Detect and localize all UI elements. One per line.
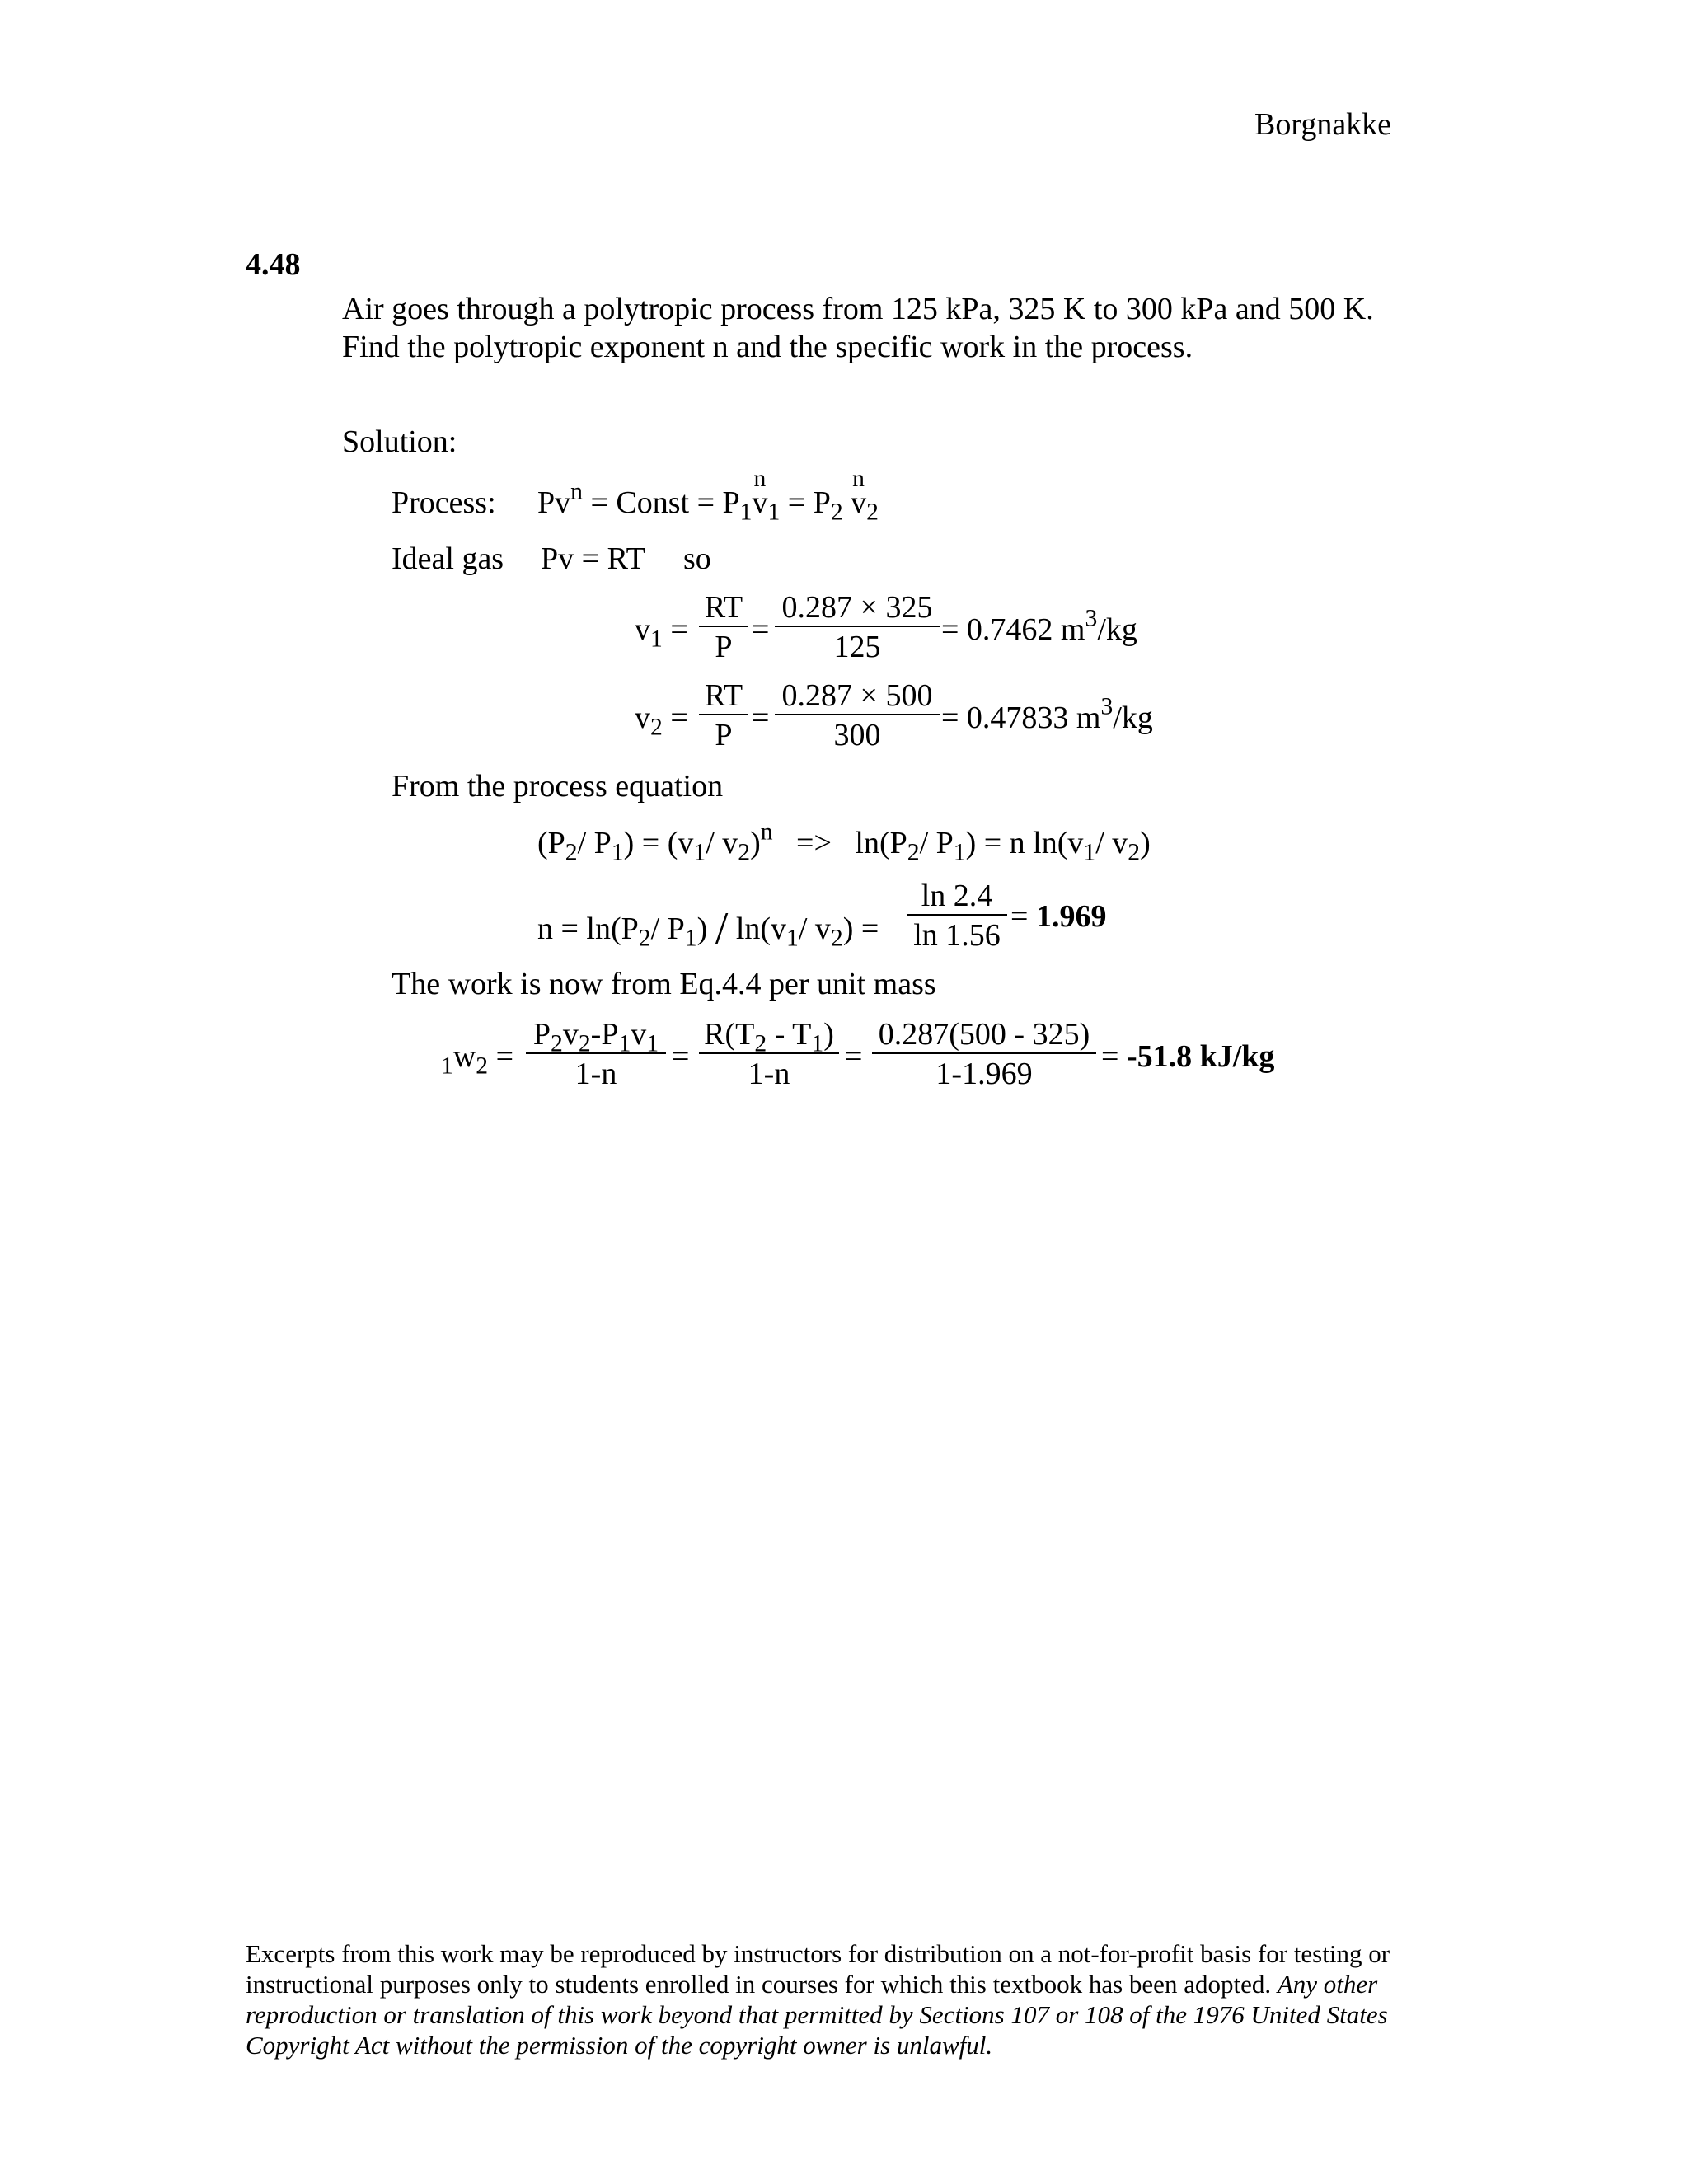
ratio-equation: ($P_2/$ $P_1) = (v_1/$ $v_2)^n => \ln(P_2/$ $P_1) = n$ $\ln(v_1/$ $v_2$) — [537, 818, 1151, 866]
n-numerator: ln 2.4 — [921, 879, 993, 913]
work-numerator: 0.287(500 - 325) — [878, 1017, 1090, 1052]
work-fraction-1: $P_2v_2-P_1v_1$ 1-n — [526, 1019, 666, 1090]
work-result: = -51.8 kJ/kg — [1101, 1039, 1275, 1074]
work-denominator: 1-1.969 — [935, 1057, 1033, 1091]
n-result: = 1.969 — [1010, 899, 1107, 934]
n-denominator: ln 1.56 — [913, 918, 1001, 953]
work-fraction-2: $R(T_2 - T_1)$ 1-n — [699, 1019, 839, 1090]
ideal-gas-label: Ideal gas — [392, 541, 504, 576]
problem-statement-line2: Find the polytropic exponent n and the specific work in the process. — [342, 330, 1193, 364]
process-label: Process: — [392, 485, 496, 520]
v1-lhs: $v_1$ = — [635, 612, 688, 653]
work-result-value: -51.8 kJ/kg — [1126, 1039, 1275, 1074]
n-equation-lhs: $n = \ln(P_2/$ $P_1) / \ln(v_1/$ $v_2$) = — [537, 903, 879, 954]
v1-numerator: 0.287 × 325 — [781, 590, 933, 625]
footer-normal-text: Excerpts from this work may be reproduced by instructors for distribution on a not-for-profit basis for testing or instructional purposes only to students enrolled in courses for which this textbook has been adopted. — [246, 1939, 1390, 1999]
work-intro-text: The work is now from Eq.4.4 per unit mass — [392, 967, 936, 1001]
n-fraction — [907, 880, 1007, 951]
v1-denominator: 125 — [833, 630, 881, 664]
header-author: Borgnakke — [1254, 107, 1392, 142]
v2-fraction-rt-p: RT P — [699, 680, 748, 751]
v1-equals: = — [752, 612, 770, 647]
v1-fraction-rt-p: RT P — [699, 592, 748, 663]
work-equals-1: = — [672, 1039, 690, 1074]
problem-number: 4.48 — [246, 247, 301, 282]
v1-fraction-values — [775, 592, 940, 663]
from-process-text: From the process equation — [392, 769, 724, 804]
v2-numerator: 0.287 × 500 — [781, 678, 933, 713]
v1-result: = 0.7462 $m^3/kg$ — [941, 605, 1137, 647]
v1-result-unit: /kg — [1097, 612, 1137, 647]
so-word: so — [683, 541, 711, 576]
work-fraction-3 — [872, 1019, 1096, 1090]
footer-italic-text: Any other reproduction or translation of this work beyond that permitted by Sections 107 or 108 of the 1976 United States Copyright Act without the permission of the copyright owner is unlawful. — [246, 1970, 1388, 2060]
work-lhs: $_1w_2$ = — [441, 1039, 514, 1080]
ideal-gas-equation: Pv = RT — [541, 541, 645, 576]
process-equation: $Pv^n$ = Const = $P_1v$ n $_1 = P_2$ v n $_2$ — [537, 466, 879, 526]
v2-result-value: = 0.47833 m — [941, 701, 1101, 735]
work-equals-2: = — [845, 1039, 863, 1074]
v1-result-value: = 0.7462 m — [941, 612, 1085, 647]
v2-equals: = — [752, 701, 770, 735]
v2-denominator: 300 — [833, 718, 881, 752]
v2-fraction-values — [775, 680, 940, 751]
problem-statement-line1: Air goes through a polytropic process from 125 kPa, 325 K to 300 kPa and 500 K. — [342, 292, 1374, 326]
v2-lhs: $v_2$ = — [635, 701, 688, 741]
v2-result: = 0.47833 $m^3/kg$ — [941, 693, 1153, 735]
copyright-footer — [246, 1938, 1449, 2060]
solution-label: Solution: — [342, 424, 457, 459]
n-result-value: 1.969 — [1035, 899, 1107, 934]
v2-result-unit: /kg — [1113, 701, 1153, 735]
